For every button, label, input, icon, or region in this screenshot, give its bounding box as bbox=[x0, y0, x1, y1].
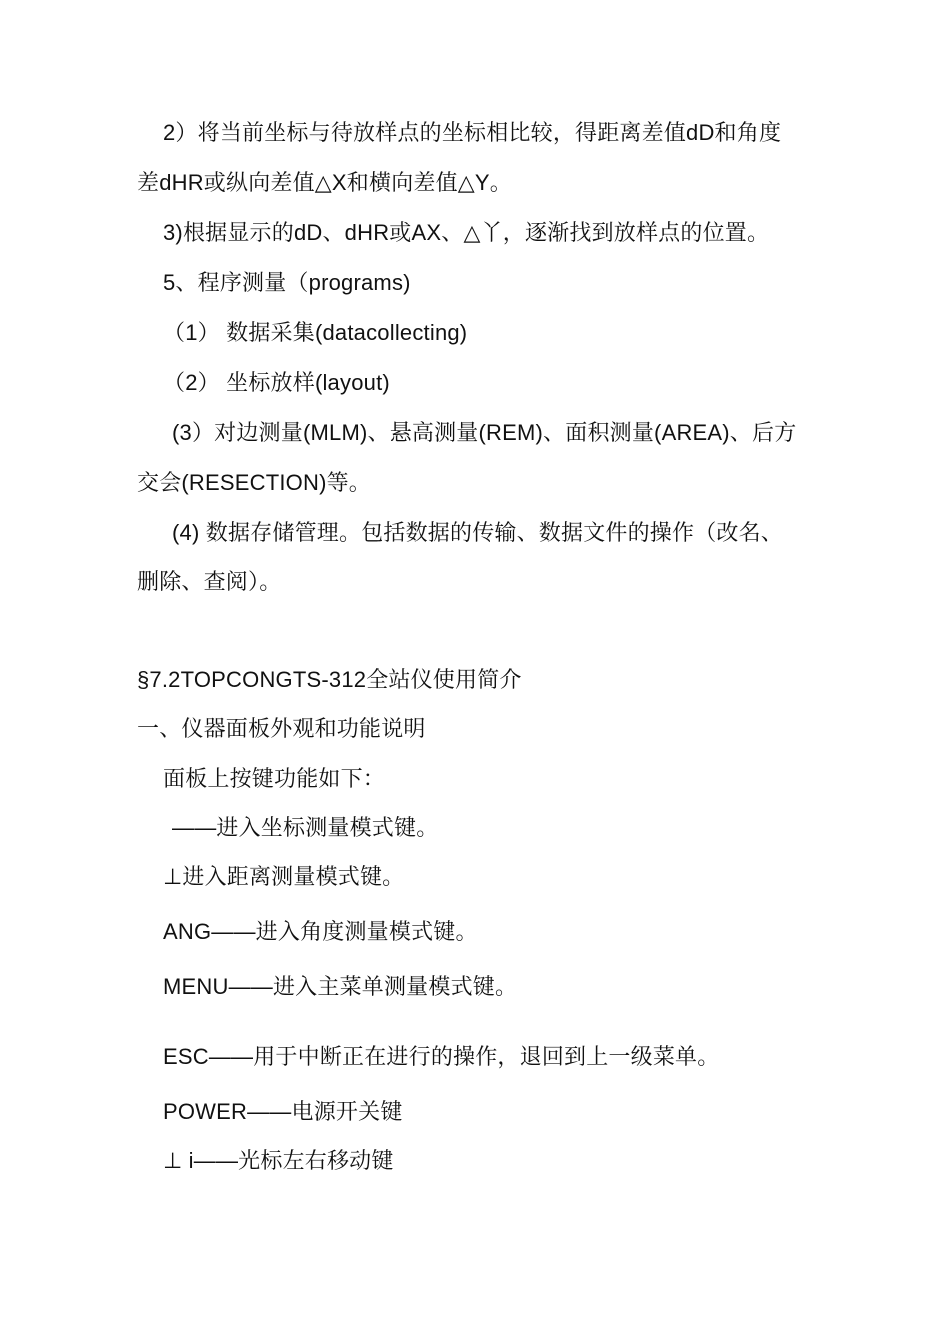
key-distance: ⊥进入距离测量模式键。 bbox=[163, 864, 405, 889]
list-item-storage: (4) 数据存储管理。包括数据的传输、数据文件的操作（改名、 bbox=[172, 520, 784, 545]
paragraph-step-3: 3)根据显示的dD、dHR或AX、△丫，逐渐找到放样点的位置。 bbox=[163, 220, 770, 245]
key-power: POWER——电源开关键 bbox=[163, 1099, 403, 1124]
subsection-heading: 一、仪器面板外观和功能说明 bbox=[137, 716, 426, 741]
list-item-layout: （2） 坐标放样(layout) bbox=[163, 370, 390, 395]
section-programs: 5、程序测量（programs) bbox=[163, 270, 411, 295]
key-menu: MENU——进入主菜单测量模式键。 bbox=[163, 974, 518, 999]
key-esc: ESC——用于中断正在进行的操作，退回到上一级菜单。 bbox=[163, 1044, 720, 1069]
key-list-intro: 面板上按键功能如下： bbox=[163, 766, 386, 791]
list-item-mlm: (3）对边测量(MLM)、悬高测量(REM)、面积测量(AREA)、后方 bbox=[172, 420, 797, 445]
key-coordinate: ——进入坐标测量模式键。 bbox=[172, 815, 439, 840]
section-heading: §7.2TOPCONGTS-312全站仪使用简介 bbox=[137, 667, 522, 692]
paragraph-step-2-cont: 差dHR或纵向差值△X和横向差值△Y。 bbox=[137, 170, 512, 195]
paragraph-step-2: 2）将当前坐标与待放样点的坐标相比较，得距离差值dD和角度 bbox=[163, 120, 782, 145]
list-item-data-collecting: （1） 数据采集(datacollecting) bbox=[163, 320, 468, 345]
list-item-storage-cont: 删除、查阅）。 bbox=[137, 569, 282, 594]
key-ang: ANG——进入角度测量模式键。 bbox=[163, 919, 478, 944]
key-cursor: ⊥ i——光标左右移动键 bbox=[163, 1148, 394, 1173]
list-item-mlm-cont: 交会(RESECTION)等。 bbox=[137, 470, 372, 495]
